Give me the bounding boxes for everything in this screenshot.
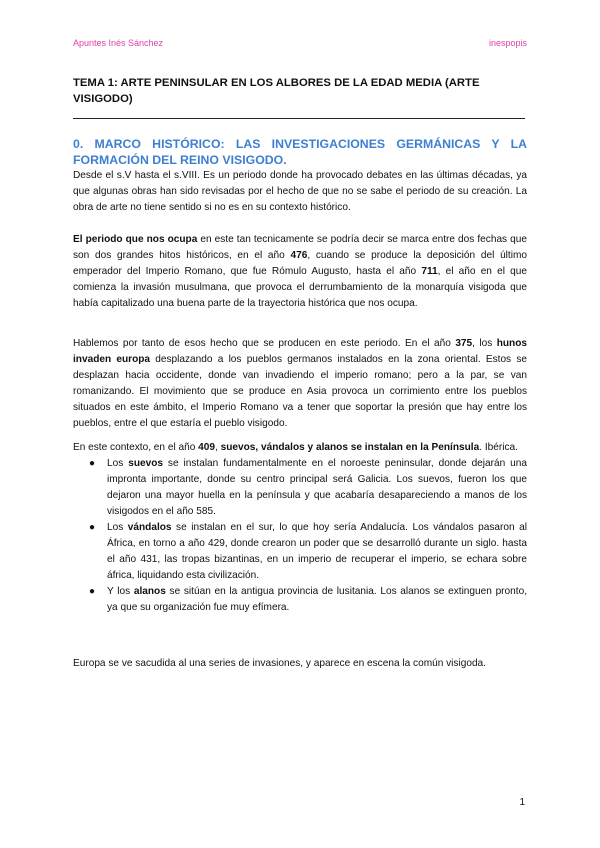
paragraph-closing — [73, 656, 527, 672]
paragraph-text: Europa se ve sacudida al una series de invasiones, y aparece en escena la común visigoda. — [73, 658, 486, 669]
text-run: en este tan tecnicamente se podría decir se marca entre dos fechas que son dos grandes hitos históricos, en el año — [73, 234, 527, 261]
section-heading: 0. MARCO HISTÓRICO: LAS INVESTIGACIONES GERMÁNICAS Y LA FORMACIÓN DEL REINO VISIGODO. — [73, 137, 527, 167]
list-item — [73, 584, 527, 616]
bold-text: 409 — [198, 442, 215, 453]
text-run: , cuando se produce la deposición del último emperador del Imperio Romano, que fue Rómulo Augusto, hasta el año — [73, 250, 527, 277]
paragraph-text: Desde el s.V hasta el s.VIII. Es un periodo donde ha provocado debates en las últimas décadas, ya que algunas obras han sido revisadas por el hecho de que no se sabe el periodo de su creación. La obra de arte no tiene sentido si no es en su contexto histórico. — [73, 170, 527, 213]
bold-text: alanos — [133, 586, 166, 597]
header-handle: inespopis — [488, 38, 527, 48]
paragraph-text — [73, 336, 527, 432]
page-number: 1 — [519, 797, 525, 808]
bullet-icon: ● — [89, 458, 96, 469]
bold-text: 476 — [290, 250, 308, 261]
bold-text: 375 — [455, 338, 473, 349]
paragraph-text — [73, 232, 527, 312]
bold-text: hunos invaden europa — [73, 338, 527, 365]
paragraph-period — [73, 232, 527, 312]
text-run: se instalan en el sur, lo que hoy sería Andalucía. Los vándalos pasaron al África, en torno a año 429, donde crearon un poder que se desarrolló durante un siglo. hasta el año 431, las tropas bizantinas, en un imperio de recuperar el imperio, se echara sobre áfrica, liquidando esta civilización. — [107, 522, 527, 581]
text-run: . Ibérica. — [479, 442, 518, 453]
text-run: , — [214, 442, 221, 453]
title-divider — [73, 118, 525, 119]
text-run: Y los — [107, 586, 134, 597]
bold-text: 711 — [421, 266, 438, 277]
header-author: Apuntes Inés Sánchez — [73, 38, 164, 48]
paragraph-hunos — [73, 336, 527, 432]
bold-text: suevos — [128, 458, 163, 469]
text-run: Los — [107, 522, 128, 533]
text-run: , los — [472, 338, 497, 349]
paragraph-invasions — [73, 440, 527, 616]
bullet-icon: ● — [89, 586, 96, 597]
paragraph-text — [73, 440, 527, 456]
text-run: desplazando a los pueblos germanos instalados en la zona oriental. Estos se desplazan hacia occidente, donde van invadiendo el imperio romano; pero a la par, se van romanizando. El movimiento que se produce en Asia provoca un corrimiento entre los pueblos situados en este ámbito, el Imperio Romano va a tener que soportar la presión que hay entre los pueblos, entre el que estaría el pueblo visigodo. — [73, 354, 527, 429]
list-item — [73, 456, 527, 520]
text-run: Hablemos por tanto de esos hecho que se producen en este periodo. En el año — [73, 338, 456, 349]
text-run: En este contexto, en el año — [73, 442, 199, 453]
page-header — [73, 38, 527, 48]
bold-text: suevos, vándalos y alanos se instalan en la Península — [220, 442, 480, 453]
list-item — [73, 520, 527, 584]
text-run: se sitúan en la antigua provincia de lusitania. Los alanos se extinguen pronto, ya que su organización fue muy efímera. — [107, 586, 527, 613]
bullet-icon: ● — [89, 522, 96, 533]
bold-text: El periodo que nos ocupa — [73, 234, 198, 245]
bold-text: vándalos — [127, 522, 172, 533]
text-run: se instalan fundamentalmente en el noroeste peninsular, donde dejarán una impronta importante, donde su centro principal será Galicia. Los suevos, fueron los que dejaron una mayor huella en la península y que acabaría desapareciendo a manos de los visigodos en el año 585. — [107, 458, 527, 517]
text-run: , el año en el que comienza la invasión musulmana, que provoca el derrumbamiento de la monarquía visigoda que había capitalizado una buena parte de la trayectoria histórica que nos ocupa. — [73, 266, 528, 309]
document-title: TEMA 1: ARTE PENINSULAR EN LOS ALBORES DE LA EDAD MEDIA (ARTE VISIGODO) — [73, 77, 480, 105]
bullet-list — [73, 456, 527, 616]
paragraph-intro — [73, 168, 527, 216]
text-run: Los — [107, 458, 129, 469]
